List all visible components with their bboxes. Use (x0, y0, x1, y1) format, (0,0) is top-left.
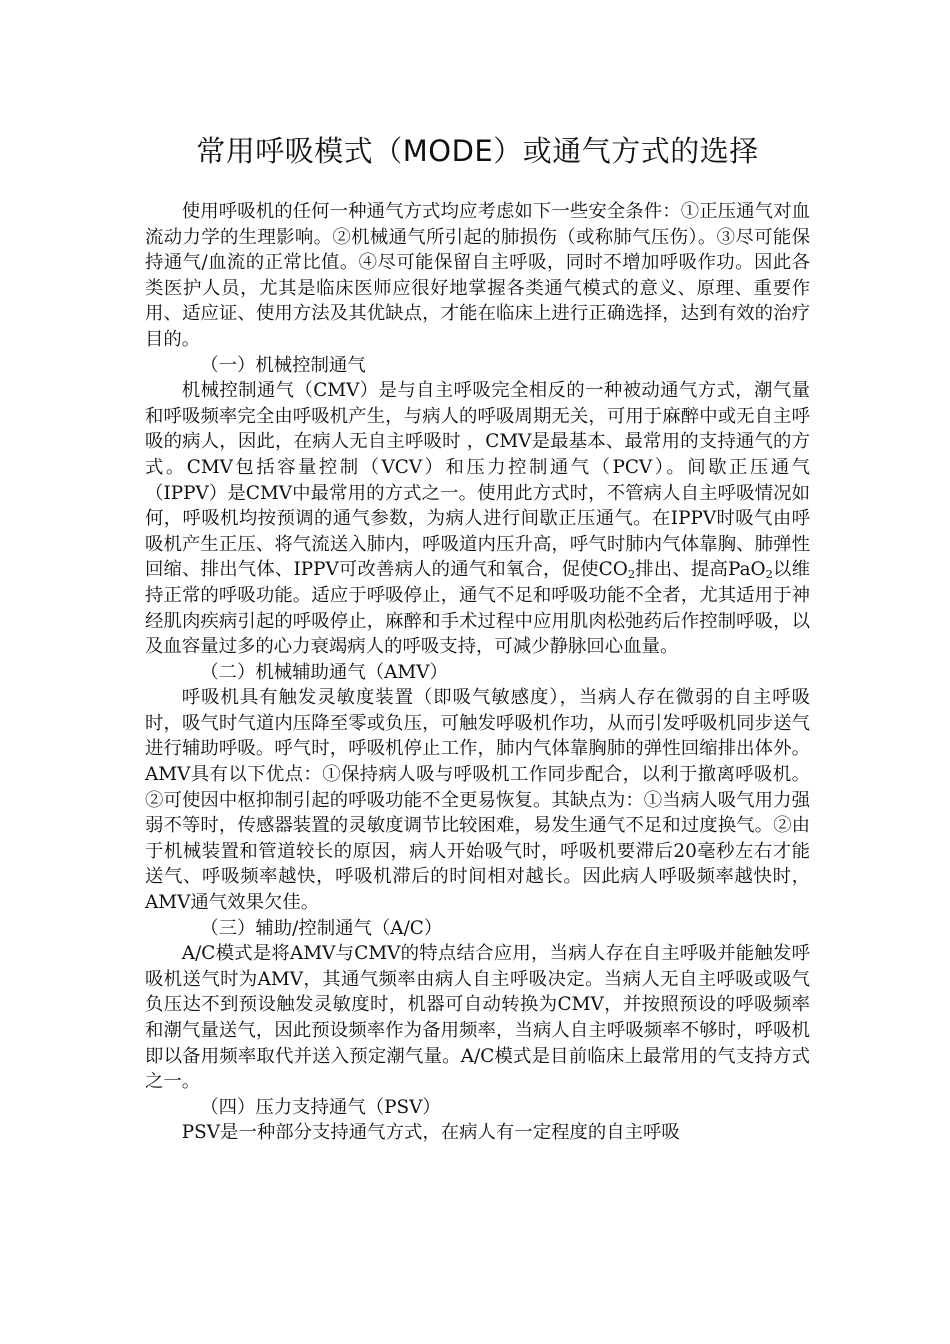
cmv-text-part3: 以维持正常的呼吸功能。适应于呼吸停止，通气不足和呼吸功能不全者，尤其适用于神经肌肉疾病引起的呼吸停止，麻醉和手术过程中应用肌肉松弛药后作控制呼吸，以及血容量过多的心力衰竭病人的呼吸支持，可减少静脉回心血量。 (145, 559, 810, 658)
section-paragraph-psv: PSV是一种部分支持通气方式，在病人有一定程度的自主呼吸 (181, 1122, 680, 1144)
co2-subscript: 2 (627, 567, 636, 582)
section-paragraph-amv: 呼吸机具有触发灵敏度装置（即吸气敏感度），当病人存在微弱的自主呼吸时，吸气时气道内压降至零或负压，可触发呼吸机作功，从而引发呼吸机同步送气进行辅助呼吸。呼气时，呼吸机停止工作，肺内气体靠胸肺的弹性回缩排出体外。AMV具有以下优点：①保持病人吸与呼吸机工作同步配合，以利于撤离呼吸机。②可使因中枢抑制引起的呼吸功能不全更易恢复。其缺点为：①当病人吸气用力强弱不等时，传感器装置的灵敏度调节比较困难，易发生通气不足和过度换气。②由于机械装置和管道较长的原因，病人开始吸气时，呼吸机要滞后20毫秒左右才能送气、呼吸频率越快，呼吸机滞后的时间相对越长。因此病人呼吸频率越快时，AMV通气效果欠佳。 (145, 687, 810, 914)
section-heading-cmv: （一）机械控制通气 (200, 354, 366, 376)
intro-paragraph: 使用呼吸机的任何一种通气方式均应考虑如下一些安全条件：①正压通气对血流动力学的生理影响。②机械通气所引起的肺损伤（或称肺气压伤）。③尽可能保持通气/血流的正常比值。④尽可能保留自主呼吸，同时不增加呼吸作功。因此各类医护人员，尤其是临床医师应很好地掌握各类通气模式的意义、原理、重要作用、适应证、使用方法及其优缺点，才能在临床上进行正确选择，达到有效的治疗目的。 (145, 201, 810, 350)
section-heading-psv: （四）压力支持通气（PSV） (200, 1096, 441, 1118)
pao2-subscript: 2 (765, 567, 773, 582)
document-title: 常用呼吸模式（MODE）或通气方式的选择 (196, 134, 759, 168)
cmv-text-part1: 机械控制通气（CMV）是与自主呼吸完全相反的一种被动通气方式，潮气量和呼吸频率完全由呼吸机产生，与病人的呼吸周期无关，可用于麻醉中或无自主呼吸的病人，因此，在病人无自主呼吸时 ，CMV是最基本、最常用的支持通气的方式。CMV包括容量控制（VCV）和压力控制通气（PCV）。间歇正压通气（IPPV）是CMV中最常用的方式之一。使用此方式时，不管病人自主呼吸情况如何，呼吸机均按预调的通气参数，为病人进行间歇正压通气。在IPPV时吸气由呼吸机产生正压、将气流送入肺内，呼吸道内压升高，呼气时肺内气体靠胸、肺弹性回缩、排出气体、IPPV可改善病人的通气和氧合，促使CO (145, 380, 810, 581)
section-heading-ac: （三）辅助/控制通气（A/C） (200, 917, 443, 939)
section-paragraph-cmv (145, 378, 810, 660)
section-heading-amv: （二）机械辅助通气（AMV） (200, 661, 448, 683)
cmv-text-part2: 排出、提高PaO (635, 559, 766, 581)
document-body (145, 199, 810, 1146)
document-page (145, 126, 810, 1146)
section-paragraph-ac: A/C模式是将AMV与CMV的特点结合应用，当病人存在自主呼吸并能触发呼吸机送气时为AMV，其通气频率由病人自主呼吸决定。当病人无自主呼吸或吸气负压达不到预设触发灵敏度时，机器可自动转换为CMV，并按照预设的呼吸频率和潮气量送气，因此预设频率作为备用频率，当病人自主呼吸频率不够时，呼吸机即以备用频率取代并送入预定潮气量。A/C模式是目前临床上最常用的气支持方式之一。 (145, 943, 810, 1093)
